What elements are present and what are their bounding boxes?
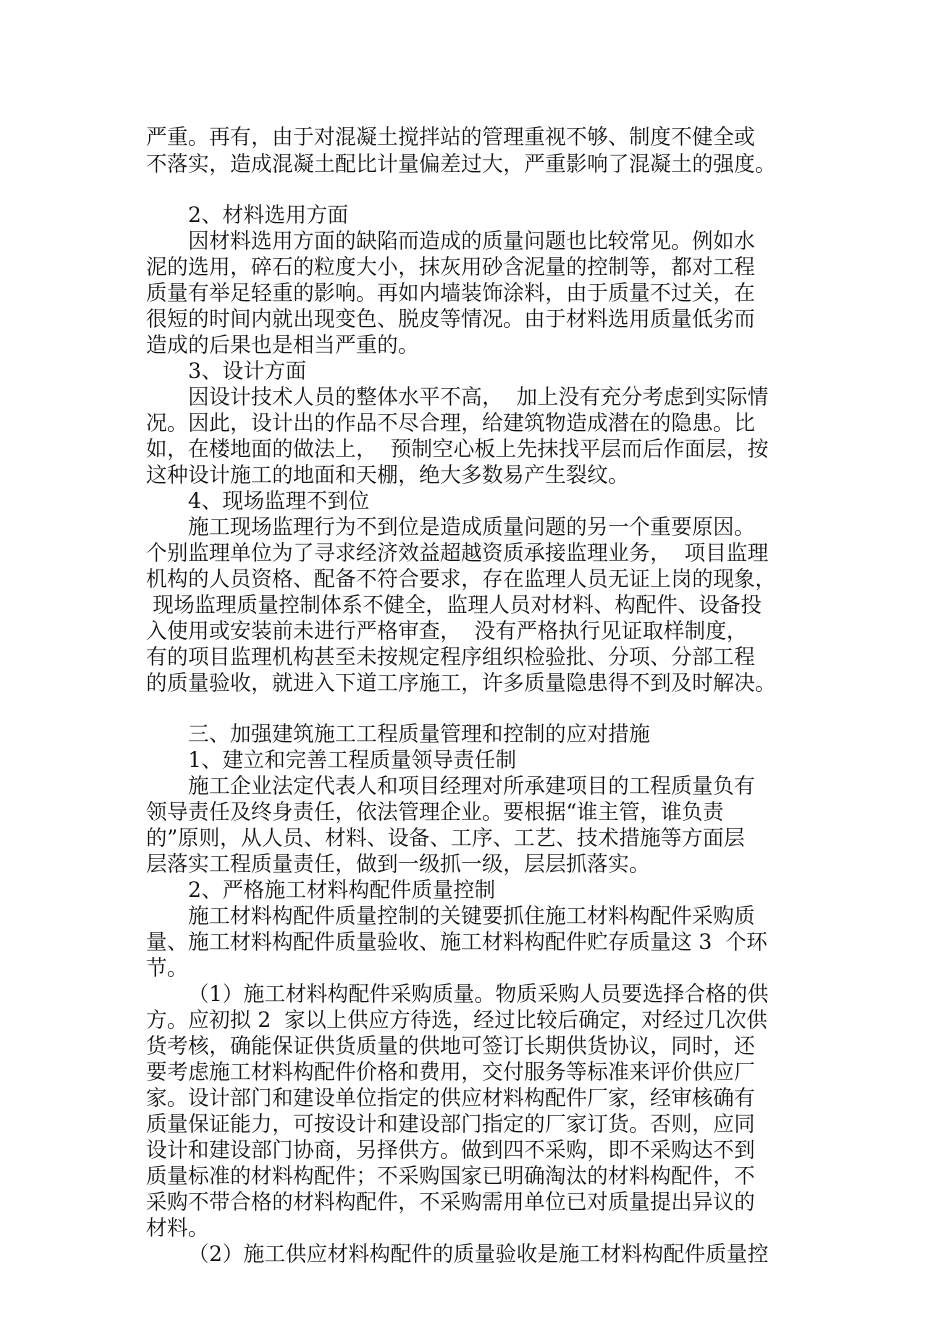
text-line: 层落实工程质量责任，做到一级抓一级，层层抓落实。: [146, 852, 650, 876]
text-line: 施工企业法定代表人和项目经理对所承建项目的工程质量负有: [188, 774, 755, 798]
text-line: （2）施工供应材料构配件的质量验收是施工材料构配件质量控: [188, 1242, 769, 1266]
text-line: 况。因此，设计出的作品不尽合理，给建筑物造成潜在的隐患。比: [146, 411, 755, 435]
text-line: 质量有举足轻重的影响。再如内墙装饰涂料，由于质量不过关，在: [146, 281, 755, 305]
section-heading: 2、严格施工材料构配件质量控制: [188, 878, 496, 902]
text-line: 这种设计施工的地面和天棚，绝大多数易产生裂纹。: [146, 463, 629, 487]
text-line: 入使用或安装前未进行严格审查， 没有严格执行见证取样制度，: [146, 619, 748, 643]
text-line: 节。: [146, 956, 188, 980]
text-line: 现场监理质量控制体系不健全，监理人员对材料、构配件、设备投: [146, 593, 762, 617]
text-line: （1）施工材料构配件采购质量。物质采购人员要选择合格的供: [188, 982, 769, 1006]
text-line: 的”原则，从人员、材料、设备、工序、工艺、技术措施等方面层: [146, 826, 745, 850]
text-line: 领导责任及终身责任，依法管理企业。要根据“谁主管，谁负责: [146, 800, 724, 824]
text-line: 的质量验收，就进入下道工序施工，许多质量隐患得不到及时解决。: [146, 671, 776, 695]
text-line: 机构的人员资格、配备不符合要求，存在监理人员无证上岗的现象，: [146, 567, 776, 591]
chapter-heading: 三、加强建筑施工工程质量管理和控制的应对措施: [188, 722, 650, 746]
text-line: 施工现场监理行为不到位是造成质量问题的另一个重要原因。: [188, 515, 755, 539]
section-heading: 2、材料选用方面: [188, 203, 349, 227]
text-line: 方。应初拟 2 家以上供应方待选，经过比较后确定，对经过几次供: [146, 1008, 768, 1032]
text-line: 造成的后果也是相当严重的。: [146, 333, 419, 357]
text-line: 因设计技术人员的整体水平不高， 加上没有充分考虑到实际情: [188, 385, 769, 409]
text-line: 个别监理单位为了寻求经济效益超越资质承接监理业务， 项目监理: [146, 541, 769, 565]
text-line: 设计和建设部门协商，另择供方。做到四不采购，即不采购达不到: [146, 1138, 755, 1162]
text-line: 要考虑施工材料构配件价格和费用，交付服务等标准来评价供应厂: [146, 1060, 755, 1084]
text-line: 采购不带合格的材料构配件，不采购需用单位已对质量提出异议的: [146, 1190, 755, 1214]
text-line: 施工材料构配件质量控制的关键要抓住施工材料构配件采购质: [188, 904, 755, 928]
text-line: 有的项目监理机构甚至未按规定程序组织检验批、分项、分部工程: [146, 645, 755, 669]
text-line: 质量保证能力，可按设计和建设部门指定的厂家订货。否则，应同: [146, 1112, 755, 1136]
text-line: 因材料选用方面的缺陷而造成的质量问题也比较常见。例如水: [188, 229, 755, 253]
text-line: 泥的选用，碎石的粒度大小，抹灰用砂含泥量的控制等，都对工程: [146, 255, 755, 279]
text-line: 质量标准的材料构配件；不采购国家已明确淘汰的材料构配件，不: [146, 1164, 755, 1188]
section-heading: 1、建立和完善工程质量领导责任制: [188, 748, 517, 772]
text-line: 货考核，确能保证供货质量的供地可签订长期供货协议，同时，还: [146, 1034, 755, 1058]
text-line: 严重。再有，由于对混凝土搅拌站的管理重视不够、制度不健全或: [146, 125, 755, 149]
text-line: 量、施工材料构配件质量验收、施工材料构配件贮存质量这 3 个环: [146, 930, 768, 954]
text-line: 不落实，造成混凝土配比计量偏差过大，严重影响了混凝土的强度。: [146, 152, 776, 176]
section-heading: 4、现场监理不到位: [188, 489, 370, 513]
section-heading: 3、设计方面: [188, 359, 307, 383]
text-line: 材料。: [146, 1216, 209, 1240]
text-line: 如，在楼地面的做法上， 预制空心板上先抹找平层而后作面层，按: [146, 437, 769, 461]
text-line: 家。设计部门和建设单位指定的供应材料构配件厂家，经审核确有: [146, 1086, 755, 1110]
text-line: 很短的时间内就出现变色、脱皮等情况。由于材料选用质量低劣而: [146, 307, 755, 331]
